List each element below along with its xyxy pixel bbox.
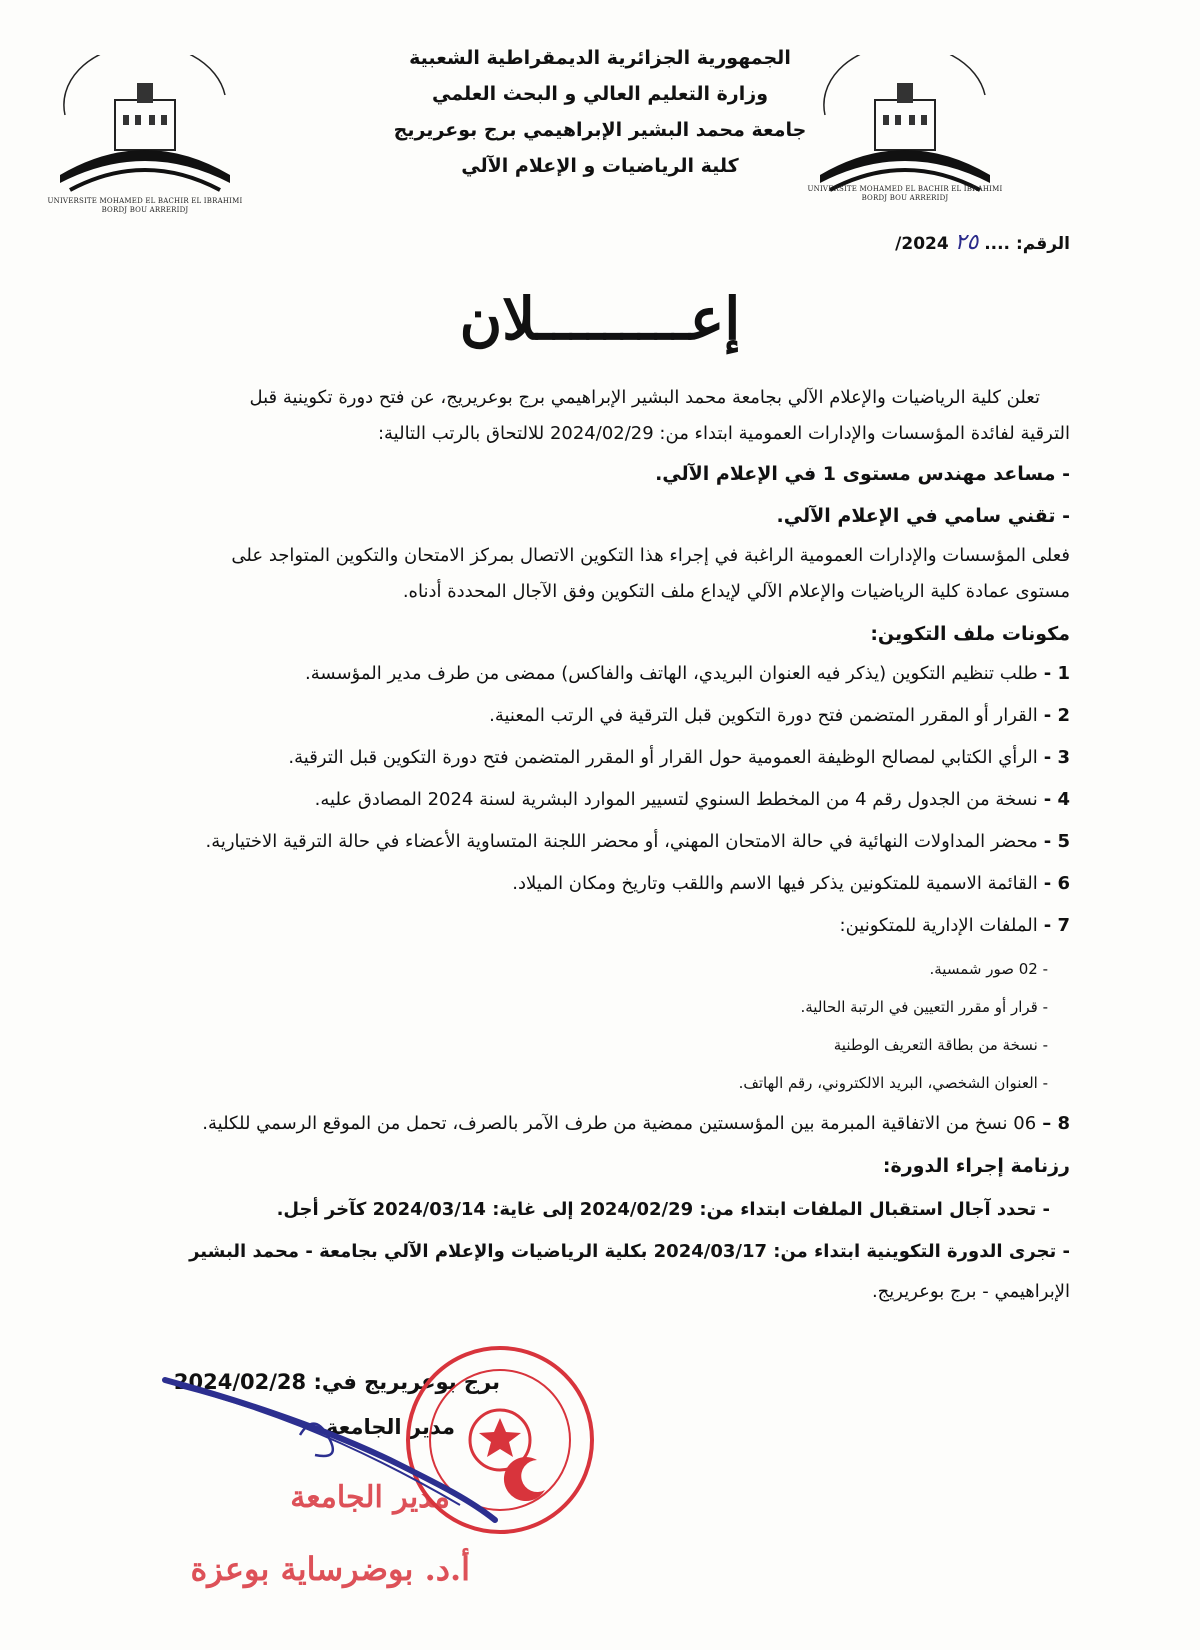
list-item	[50, 824, 1070, 860]
reference-number	[895, 230, 1070, 255]
item-number: 4 -	[1043, 789, 1070, 810]
university-emblem-icon	[805, 55, 1005, 205]
item-text: الرأي الكتابي لمصالح الوظيفة العمومية حول القرار أو المقرر المتضمن فتح دورة التكوين قبل الترقية.	[288, 747, 1038, 768]
list-item	[50, 908, 1070, 944]
sub-items-list	[50, 950, 1070, 1102]
sub-list-item: - العنوان الشخصي، البريد الالكتروني، رقم الهاتف.	[738, 1074, 1048, 1092]
logo-latin-text	[805, 185, 1005, 203]
university-logo-right	[805, 55, 1005, 225]
intro-line-1: تعلن كلية الرياضيات والإعلام الآلي بجامعة محمد البشير الإبراهيمي برج بوعريريج، عن فتح دورة تكوينية قبل	[249, 387, 1040, 408]
letterhead	[380, 40, 820, 184]
schedule-heading: رزنامة إجراء الدورة:	[882, 1155, 1070, 1177]
file-heading: مكونات ملف التكوين:	[870, 623, 1070, 645]
header-ministry: وزارة التعليم العالي و البحث العلمي	[432, 83, 768, 105]
reference-handwritten-number: ٢٥	[954, 230, 979, 255]
rank-item: - مساعد مهندس مستوى 1 في الإعلام الآلي.	[655, 463, 1070, 485]
reference-dots: ....	[984, 234, 1011, 254]
item-text: 06 نسخ من الاتفاقية المبرمة بين المؤسستين ممضية من طرف الآمر بالصرف، تحمل من الموقع الرسمي للكلية.	[202, 1113, 1037, 1134]
intro-line-2: الترقية لفائدة المؤسسات والإدارات العمومية ابتداء من: 2024/02/29 للالتحاق بالرتب التالية:	[377, 423, 1070, 444]
list-item	[50, 866, 1070, 902]
schedule-line-3: الإبراهيمي - برج بوعريريج.	[871, 1281, 1070, 1302]
list-item	[50, 698, 1070, 734]
logo-latin-text	[45, 197, 245, 215]
stamp-role-text: مدير الجامعة	[290, 1480, 450, 1515]
list-item	[50, 782, 1070, 818]
stamp-name-text: أ.د. بوضرساية بوعزة	[190, 1550, 470, 1588]
item-number: 2 -	[1043, 705, 1070, 726]
item-text: محضر المداولات النهائية في حالة الامتحان المهني، أو محضر اللجنة المتساوية الأعضاء في حالة الترقية الاختيارية.	[205, 831, 1038, 852]
list-item	[50, 1106, 1070, 1142]
item-number: 7 -	[1043, 915, 1070, 936]
item-number: 8 –	[1042, 1113, 1070, 1134]
list-item	[50, 740, 1070, 776]
signature-place-date: برج بوعريريج في: 2024/02/28	[173, 1370, 500, 1394]
university-emblem-icon	[45, 55, 245, 205]
rank-item: - تقني سامي في الإعلام الآلي.	[776, 505, 1070, 527]
item-number: 6 -	[1043, 873, 1070, 894]
header-university: جامعة محمد البشير الإبراهيمي برج بوعريريج	[393, 119, 807, 141]
logo-latin-line1: UNIVERSITE MOHAMED EL BACHIR EL IBRAHIMI	[807, 185, 1003, 193]
item-number: 1 -	[1043, 663, 1070, 684]
item-number: 5 -	[1043, 831, 1070, 852]
item-text: الملفات الإدارية للمتكونين:	[839, 915, 1038, 936]
list-item	[50, 656, 1070, 692]
header-faculty: كلية الرياضيات و الإعلام الآلي	[461, 155, 739, 177]
item-number: 3 -	[1043, 747, 1070, 768]
sub-list-item: - قرار أو مقرر التعيين في الرتبة الحالية.	[800, 998, 1048, 1016]
contact-line-2: مستوى عمادة كلية الرياضيات والإعلام الآلي لإيداع ملف التكوين وفق الآجال المحددة أدناه.	[402, 581, 1070, 602]
header-republic: الجمهورية الجزائرية الديمقراطية الشعبية	[409, 47, 791, 69]
logo-latin-line1: UNIVERSITE MOHAMED EL BACHIR EL IBRAHIMI	[47, 197, 243, 205]
reference-year: /2024	[895, 234, 949, 254]
logo-latin-line2: BORDJ BOU ARRERIDJ	[101, 206, 189, 214]
schedule-line-2: - تجرى الدورة التكوينية ابتداء من: 2024/03/17 بكلية الرياضيات والإعلام الآلي بجامعة - محمد البشير	[189, 1241, 1070, 1262]
university-logo-left	[45, 55, 245, 225]
signature-role: مدير الجامعة	[325, 1415, 455, 1439]
handwritten-signature-icon	[160, 1375, 500, 1525]
item-text: القائمة الاسمية للمتكونين يذكر فيها الاسم واللقب وتاريخ ومكان الميلاد.	[512, 873, 1038, 894]
announcement-body	[50, 380, 1070, 1310]
item-text: طلب تنظيم التكوين (يذكر فيه العنوان البريدي، الهاتف والفاكس) ممضى من طرف مدير المؤسسة.	[305, 663, 1038, 684]
sub-list-item: - نسخة من بطاقة التعريف الوطنية	[833, 1036, 1048, 1054]
page-title: إعـــــــــلان	[459, 285, 741, 353]
sub-list-item: - 02 صور شمسية.	[929, 960, 1048, 978]
item-text: القرار أو المقرر المتضمن فتح دورة التكوين قبل الترقية في الرتب المعنية.	[489, 705, 1038, 726]
schedule-line-1: - تحدد آجال استقبال الملفات ابتداء من: 2024/02/29 إلى غاية: 2024/03/14 كآخر أجل.	[276, 1199, 1050, 1220]
file-items-list	[50, 656, 1070, 944]
logo-latin-line2: BORDJ BOU ARRERIDJ	[861, 194, 949, 202]
reference-label: الرقم:	[1015, 234, 1070, 254]
contact-line-1: فعلى المؤسسات والإدارات العمومية الراغبة في إجراء هذا التكوين الاتصال بمركز الامتحان والتكوين المتواجد على	[231, 545, 1070, 566]
item-text: نسخة من الجدول رقم 4 من المخطط السنوي لتسيير الموارد البشرية لسنة 2024 المصادق عليه.	[314, 789, 1038, 810]
